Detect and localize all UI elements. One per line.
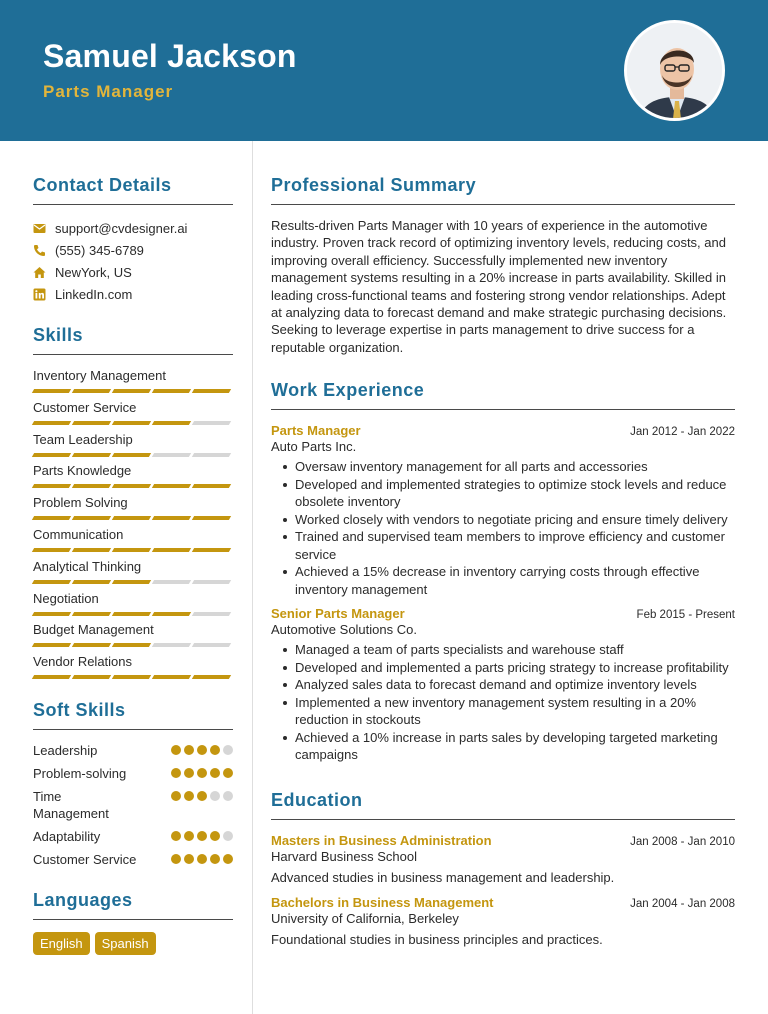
soft-skill-row bbox=[33, 828, 233, 845]
skill-level-segment bbox=[32, 675, 71, 679]
skill-level-bars bbox=[33, 453, 233, 457]
skill-level-segment bbox=[192, 612, 231, 616]
skill-level-bars bbox=[33, 643, 233, 647]
section-title: Professional Summary bbox=[271, 175, 477, 195]
contact-email[interactable] bbox=[33, 217, 233, 239]
school-name: Harvard Business School bbox=[271, 848, 417, 864]
skill-level-segment bbox=[112, 548, 151, 552]
contact-text: NewYork, US bbox=[55, 264, 132, 280]
soft-skill-row bbox=[33, 765, 233, 782]
education-date: Jan 2008 - Jan 2010 bbox=[630, 835, 735, 848]
skill-level-segment bbox=[32, 548, 71, 552]
skill-name: Negotiation bbox=[33, 590, 99, 606]
skill-level-segment bbox=[112, 453, 151, 457]
skill-level-segment bbox=[152, 643, 191, 647]
skill-level-segment bbox=[32, 612, 71, 616]
job-entry bbox=[271, 423, 735, 598]
skill-level-bars bbox=[33, 580, 233, 584]
skill-level-bars bbox=[33, 389, 233, 393]
section-title: Skills bbox=[33, 325, 84, 345]
section-rule bbox=[33, 729, 233, 730]
soft-skill-level-dot bbox=[184, 791, 194, 801]
job-bullet: Achieved a 10% increase in parts sales by developing targeted marketing campaigns bbox=[271, 729, 735, 764]
job-bullet: Managed a team of parts specialists and warehouse staff bbox=[271, 641, 735, 659]
contact-location bbox=[33, 261, 233, 283]
skill-level-segment bbox=[112, 580, 151, 584]
skill-level-segment bbox=[152, 548, 191, 552]
column-divider bbox=[252, 141, 253, 1014]
soft-skill-level-dot bbox=[171, 745, 181, 755]
job-title: Senior Parts Manager bbox=[271, 606, 405, 622]
job-bullet: Worked closely with vendors to negotiate pricing and ensure timely delivery bbox=[271, 511, 735, 529]
home-icon bbox=[33, 266, 46, 279]
resume-header bbox=[0, 0, 768, 141]
soft-skill-level-dot bbox=[184, 745, 194, 755]
contact-section bbox=[33, 175, 233, 305]
summary-section bbox=[271, 175, 735, 356]
candidate-title: Parts Manager bbox=[43, 82, 174, 101]
skill-level-segment bbox=[32, 643, 71, 647]
section-rule bbox=[271, 204, 735, 205]
skill-level-segment bbox=[152, 421, 191, 425]
education-description: Advanced studies in business management and leadership. bbox=[271, 869, 615, 885]
contact-linkedin[interactable] bbox=[33, 283, 233, 305]
soft-skill-level-dot bbox=[197, 854, 207, 864]
skill-level-segment bbox=[72, 612, 111, 616]
soft-skill-level-dot bbox=[210, 791, 220, 801]
skill-level-bars bbox=[33, 421, 233, 425]
job-bullets bbox=[271, 458, 735, 598]
soft-skill-level-dots bbox=[171, 854, 233, 864]
job-date: Feb 2015 - Present bbox=[636, 609, 735, 622]
skill-level-segment bbox=[152, 675, 191, 679]
job-date: Jan 2012 - Jan 2022 bbox=[630, 426, 735, 439]
job-bullet: Analyzed sales data to forecast demand and optimize inventory levels bbox=[271, 676, 735, 694]
education-entry bbox=[271, 833, 735, 885]
skill-level-segment bbox=[112, 484, 151, 488]
skill-row bbox=[33, 654, 233, 686]
skill-level-segment bbox=[192, 421, 231, 425]
skill-level-segment bbox=[72, 453, 111, 457]
soft-skill-level-dot bbox=[197, 745, 207, 755]
skill-level-segment bbox=[152, 389, 191, 393]
skill-row bbox=[33, 400, 233, 432]
skill-level-segment bbox=[32, 516, 71, 520]
school-name: University of California, Berkeley bbox=[271, 910, 459, 926]
skill-row bbox=[33, 559, 233, 591]
soft-skill-level-dot bbox=[210, 745, 220, 755]
company-name: Automotive Solutions Co. bbox=[271, 622, 417, 638]
soft-skill-level-dot bbox=[184, 854, 194, 864]
soft-skill-level-dots bbox=[171, 768, 233, 778]
soft-skill-level-dot bbox=[197, 791, 207, 801]
section-rule bbox=[33, 919, 233, 920]
left-column bbox=[33, 141, 233, 955]
company-name: Auto Parts Inc. bbox=[271, 439, 357, 455]
skill-name: Communication bbox=[33, 526, 124, 542]
job-bullet: Developed and implemented strategies to optimize stock levels and reduce obsolete inventory bbox=[271, 476, 735, 511]
languages-section bbox=[33, 890, 233, 955]
experience-section bbox=[271, 380, 735, 764]
linkedin-icon bbox=[33, 288, 46, 301]
skill-level-segment bbox=[32, 389, 71, 393]
section-rule bbox=[33, 354, 233, 355]
skill-level-segment bbox=[192, 484, 231, 488]
soft-skill-level-dot bbox=[197, 768, 207, 778]
skill-level-segment bbox=[32, 484, 71, 488]
skill-level-segment bbox=[32, 580, 71, 584]
skill-level-segment bbox=[72, 484, 111, 488]
section-title: Contact Details bbox=[33, 175, 172, 195]
skill-level-segment bbox=[192, 516, 231, 520]
phone-icon bbox=[33, 244, 46, 257]
soft-skill-level-dot bbox=[210, 831, 220, 841]
skill-level-segment bbox=[152, 612, 191, 616]
skill-level-segment bbox=[72, 421, 111, 425]
skill-row bbox=[33, 495, 233, 527]
contact-phone[interactable] bbox=[33, 239, 233, 261]
skill-level-bars bbox=[33, 516, 233, 520]
job-entry bbox=[271, 606, 735, 764]
contact-text: (555) 345-6789 bbox=[55, 242, 144, 258]
education-date: Jan 2004 - Jan 2008 bbox=[630, 897, 735, 910]
skill-level-segment bbox=[112, 675, 151, 679]
section-rule bbox=[271, 409, 735, 410]
soft-skill-level-dot bbox=[223, 768, 233, 778]
education-section bbox=[271, 790, 735, 947]
soft-skill-level-dots bbox=[171, 745, 233, 755]
soft-skill-name: Problem-solving bbox=[33, 765, 127, 781]
soft-skill-row bbox=[33, 851, 233, 868]
skill-level-bars bbox=[33, 548, 233, 552]
skill-level-segment bbox=[192, 580, 231, 584]
skill-level-segment bbox=[152, 516, 191, 520]
soft-skill-level-dot bbox=[223, 831, 233, 841]
soft-skill-level-dot bbox=[197, 831, 207, 841]
skill-level-segment bbox=[112, 421, 151, 425]
soft-skill-level-dot bbox=[223, 854, 233, 864]
skill-level-segment bbox=[192, 548, 231, 552]
section-title: Languages bbox=[33, 889, 133, 910]
skill-level-segment bbox=[192, 675, 231, 679]
soft-skill-level-dot bbox=[171, 831, 181, 841]
section-title: Work Experience bbox=[271, 380, 425, 401]
degree-title: Masters in Business Administration bbox=[271, 832, 492, 848]
section-title: Education bbox=[271, 789, 363, 810]
soft-skills-section bbox=[33, 700, 233, 868]
soft-skill-name: Customer Service bbox=[33, 851, 137, 867]
language-tag: Spanish bbox=[95, 932, 156, 955]
education-description: Foundational studies in business principles and practices. bbox=[271, 931, 603, 947]
soft-skill-name: Adaptability bbox=[33, 828, 101, 844]
skill-name: Problem Solving bbox=[33, 495, 128, 511]
skill-row bbox=[33, 463, 233, 495]
soft-skill-level-dot bbox=[210, 854, 220, 864]
skill-level-segment bbox=[152, 580, 191, 584]
section-rule bbox=[33, 204, 233, 205]
soft-skill-level-dot bbox=[171, 791, 181, 801]
job-bullet: Trained and supervised team members to improve efficiency and customer service bbox=[271, 528, 735, 563]
soft-skill-row bbox=[33, 788, 233, 822]
skill-name: Inventory Management bbox=[33, 368, 166, 383]
skill-level-segment bbox=[72, 516, 111, 520]
skill-level-bars bbox=[33, 675, 233, 679]
skill-name: Customer Service bbox=[33, 399, 137, 415]
skill-name: Team Leadership bbox=[33, 431, 133, 447]
skill-level-segment bbox=[152, 484, 191, 488]
skill-level-segment bbox=[192, 643, 231, 647]
soft-skill-level-dot bbox=[171, 854, 181, 864]
skill-level-bars bbox=[33, 484, 233, 488]
job-bullet: Achieved a 15% decrease in inventory carrying costs through effective inventory management bbox=[271, 563, 735, 598]
skill-level-segment bbox=[112, 612, 151, 616]
skill-row bbox=[33, 622, 233, 654]
job-bullet: Oversaw inventory management for all parts and accessories bbox=[271, 458, 735, 476]
job-bullet: Developed and implemented a parts pricing strategy to increase profitability bbox=[271, 659, 735, 677]
envelope-icon bbox=[33, 222, 46, 235]
job-bullets bbox=[271, 641, 735, 764]
soft-skill-level-dots bbox=[171, 791, 233, 801]
soft-skill-level-dot bbox=[184, 768, 194, 778]
skill-row bbox=[33, 368, 233, 400]
soft-skill-name: Time Management bbox=[33, 788, 109, 821]
language-tag: English bbox=[33, 932, 90, 955]
contact-text: LinkedIn.com bbox=[55, 286, 133, 302]
soft-skill-level-dot bbox=[171, 768, 181, 778]
soft-skill-level-dots bbox=[171, 831, 233, 841]
skill-level-segment bbox=[152, 453, 191, 457]
education-entry bbox=[271, 895, 735, 947]
soft-skill-name: Leadership bbox=[33, 742, 98, 758]
skill-level-segment bbox=[112, 389, 151, 393]
soft-skills-list bbox=[33, 742, 233, 868]
soft-skill-level-dot bbox=[210, 768, 220, 778]
skills-list bbox=[33, 368, 233, 686]
languages-list bbox=[33, 932, 233, 955]
skill-level-segment bbox=[112, 516, 151, 520]
skills-section bbox=[33, 325, 233, 686]
skill-name: Budget Management bbox=[33, 622, 154, 638]
soft-skill-level-dot bbox=[184, 831, 194, 841]
contact-text: support@cvdesigner.ai bbox=[55, 220, 188, 236]
skill-row bbox=[33, 591, 233, 623]
skill-name: Parts Knowledge bbox=[33, 463, 132, 479]
skill-name: Analytical Thinking bbox=[33, 558, 142, 574]
skill-level-segment bbox=[32, 453, 71, 457]
skill-level-segment bbox=[192, 453, 231, 457]
skill-level-segment bbox=[72, 389, 111, 393]
skill-level-segment bbox=[72, 675, 111, 679]
skill-level-segment bbox=[72, 548, 111, 552]
skill-level-segment bbox=[112, 643, 151, 647]
skill-level-segment bbox=[72, 643, 111, 647]
skill-level-bars bbox=[33, 612, 233, 616]
skill-name: Vendor Relations bbox=[33, 654, 133, 670]
degree-title: Bachelors in Business Management bbox=[271, 894, 494, 910]
section-rule bbox=[271, 819, 735, 820]
skill-row bbox=[33, 527, 233, 559]
job-title: Parts Manager bbox=[271, 423, 361, 439]
skill-row bbox=[33, 432, 233, 464]
soft-skill-level-dot bbox=[223, 791, 233, 801]
soft-skill-row bbox=[33, 742, 233, 759]
candidate-name: Samuel Jackson bbox=[43, 38, 297, 74]
profile-photo bbox=[624, 20, 725, 121]
soft-skill-level-dot bbox=[223, 745, 233, 755]
job-bullet: Implemented a new inventory management system resulting in a 20% reduction in stockouts bbox=[271, 694, 735, 729]
skill-level-segment bbox=[192, 389, 231, 393]
skill-level-segment bbox=[72, 580, 111, 584]
right-column bbox=[271, 141, 735, 947]
summary-text: Results-driven Parts Manager with 10 years of experience in the automotive industry. Proven track record of optimizing inventory levels, reducing costs, and improving overall efficiency. Successfully implemented new inventory management systems resulting in a 20% increase in parts availability. Skilled in leading cross-functional teams and fostering strong vendor relationships. Adept at analyzing data to forecast demand and make strategic purchasing decisions. Seeking to leverage expertise in parts management to drive success for a reputable organization. bbox=[271, 218, 727, 355]
skill-level-segment bbox=[32, 421, 71, 425]
person-icon bbox=[627, 23, 725, 121]
section-title: Soft Skills bbox=[33, 699, 126, 720]
